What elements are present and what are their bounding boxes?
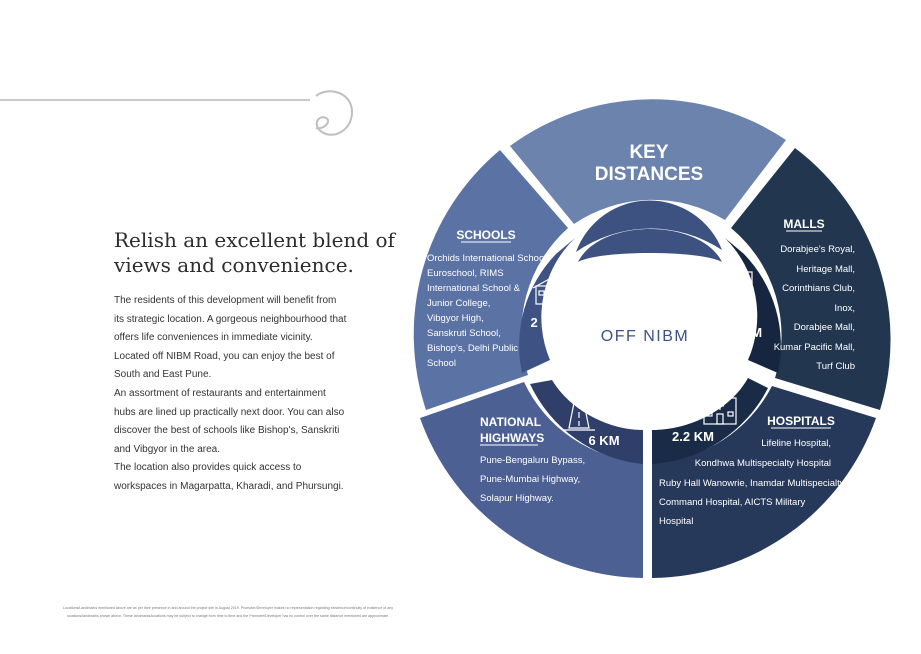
- description-line: and Vibgyor in the area.: [114, 443, 221, 455]
- highway-item: Pune-Mumbai Highway,: [480, 474, 581, 485]
- headline-line-2: views and convenience.: [114, 253, 354, 277]
- description-line: South and East Pune.: [114, 369, 212, 381]
- mall-item: Kumar Pacific Mall,: [773, 342, 855, 353]
- description-line: its strategic location. A gorgeous neighbourhood that: [114, 313, 347, 325]
- malls-heading: MALLS: [783, 217, 825, 231]
- hospital-item: Hospital: [659, 516, 694, 527]
- mall-item: Turf Club: [816, 361, 855, 372]
- description-line: The location also provides quick access to: [114, 462, 302, 474]
- disclaimer-line: Locations/Landmarks mentioned above are as per their presence in and around the project site in August 2019. Promoter/Developer makes no representation regarding existence/continuity of existence of any: [62, 606, 394, 610]
- mall-item: Heritage Mall,: [796, 264, 855, 275]
- description-line: The residents of this development will benefit from: [114, 295, 337, 306]
- mall-item: Dorabjee's Royal,: [780, 244, 855, 255]
- key-distances-title-line-1: KEY: [629, 142, 669, 163]
- description-line: An assortment of restaurants and entertainment: [114, 387, 326, 399]
- highways-heading-line-2: HIGHWAYS: [480, 431, 545, 445]
- hospital-item: Lifeline Hospital,: [761, 438, 831, 449]
- key-distances-title-line-2: DISTANCES: [594, 164, 704, 185]
- headline-line-1: Relish an excellent blend of: [114, 228, 395, 252]
- disclaimer-line: locations/landmarks shown above. These landmarks/locations may be subject to change from time to time and the Promoter/Developer has no control over the same distance mentioned are approximate.: [67, 613, 389, 618]
- highways-distance: 6 KM: [588, 433, 620, 448]
- school-item: Bishop's, Delhi Public: [427, 343, 519, 354]
- schools-heading: SCHOOLS: [456, 228, 516, 242]
- school-item: Junior College,: [427, 298, 491, 309]
- description-line: hubs are lined up practically next door. You can also: [114, 406, 345, 418]
- highways-heading-line-1: NATIONAL: [480, 415, 542, 429]
- hospital-item: Ruby Hall Wanowrie, Inamdar Multispecialty,: [659, 478, 847, 489]
- hospitals-heading: HOSPITALS: [767, 414, 835, 428]
- description-line: discover the best of schools like Bishop's, Sanskriti: [114, 425, 340, 437]
- school-item: Euroschool, RIMS: [427, 268, 504, 279]
- malls-distance-unit: KM: [741, 325, 763, 340]
- hospital-item: Command Hospital, AICTS Military: [659, 497, 806, 508]
- description-line: offers life conveniences in immediate vicinity.: [114, 332, 313, 344]
- mall-item: Dorabjee Mall,: [793, 322, 855, 333]
- school-item: Sanskruti School,: [427, 328, 501, 339]
- description-line: Located off NIBM Road, you can enjoy the best of: [114, 350, 335, 362]
- disclaimer: [18, 605, 438, 620]
- school-item: Vibgyor High,: [427, 313, 484, 324]
- mall-item: Inox,: [834, 303, 855, 314]
- highway-item: Pune-Bengaluru Bypass,: [480, 455, 586, 466]
- hospitals-distance: 2.2 KM: [672, 429, 714, 444]
- center-label: OFF NIBM: [600, 328, 690, 345]
- mall-item: Corinthians Club,: [782, 283, 855, 294]
- school-item: School: [427, 358, 457, 369]
- school-item: Orchids International School,: [427, 253, 549, 264]
- schools-distance: 2 KM: [530, 315, 562, 330]
- highway-item: Solapur Highway.: [480, 493, 554, 504]
- malls-distance-number: 1: [748, 310, 756, 325]
- mall-icon-label: MALL: [728, 284, 746, 291]
- hospital-item: Kondhwa Multispecialty Hospital: [694, 458, 831, 469]
- school-item: International School &: [427, 283, 520, 294]
- description-line: workspaces in Magarpatta, Kharadi, and Phursungi.: [114, 480, 344, 492]
